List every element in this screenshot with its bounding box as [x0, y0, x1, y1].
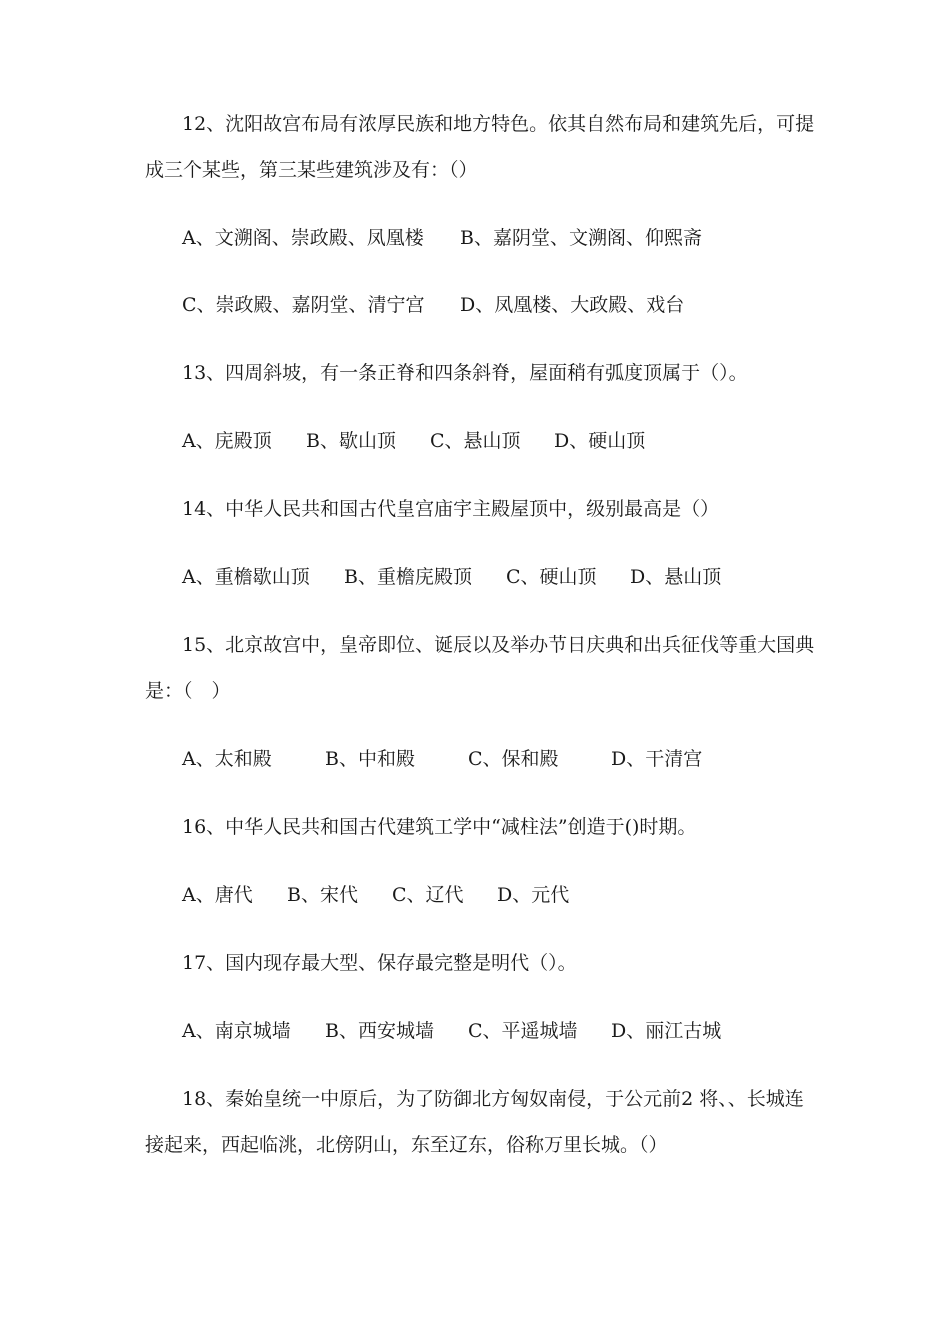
question-17-option-b: B、西安城墙 [325, 1020, 434, 1042]
question-16-option-b: B、宋代 [287, 884, 358, 906]
question-12-option-a: A、文溯阁、崇政殿、凤凰楼 [182, 227, 424, 249]
question-17-option-d: D、丽江古城 [611, 1020, 722, 1042]
question-16-option-d: D、元代 [497, 884, 570, 906]
question-12-option-b: B、嘉阴堂、文溯阁、仰熙斋 [460, 227, 702, 249]
question-13-option-c: C、悬山顶 [430, 430, 521, 452]
question-14-option-b: B、重檐庑殿顶 [344, 566, 472, 588]
question-15-stem-line-2: 是：（ ） [145, 680, 231, 702]
question-17-option-c: C、平遥城墙 [468, 1020, 578, 1042]
question-14-option-a: A、重檐歇山顶 [182, 566, 310, 588]
question-12-option-c: C、崇政殿、嘉阴堂、清宁宫 [182, 294, 425, 316]
question-14-option-d: D、悬山顶 [630, 566, 722, 588]
question-15-option-d: D、干清宫 [611, 748, 703, 770]
question-15-option-c: C、保和殿 [468, 748, 559, 770]
question-15-stem-line-1: 15、北京故宫中，皇帝即位、诞辰以及举办节日庆典和出兵征伐等重大国典 [182, 634, 815, 656]
question-13-stem-line-1: 13、四周斜坡，有一条正脊和四条斜脊，屋面稍有弧度顶属于（）。 [182, 362, 748, 384]
question-17-stem-line-1: 17、国内现存最大型、保存最完整是明代（）。 [182, 952, 577, 974]
question-12-stem-line-1: 12、沈阳故宫布局有浓厚民族和地方特色。依其自然布局和建筑先后，可提 [182, 113, 815, 135]
question-13-option-d: D、硬山顶 [554, 430, 646, 452]
question-12-option-d: D、凤凰楼、大政殿、戏台 [460, 294, 685, 316]
question-16-option-c: C、辽代 [392, 884, 464, 906]
question-12-stem-line-2: 成三个某些，第三某些建筑涉及有：（） [145, 159, 478, 181]
question-18-stem-line-2: 接起来，西起临洮，北傍阴山，东至辽东，俗称万里长城。（） [145, 1134, 668, 1156]
question-14-stem-line-1: 14、中华人民共和国古代皇宫庙宇主殿屋顶中，级别最高是（） [182, 498, 720, 520]
question-13-option-a: A、庑殿顶 [182, 430, 272, 452]
question-17-option-a: A、南京城墙 [182, 1020, 291, 1042]
question-13-option-b: B、歇山顶 [306, 430, 396, 452]
question-15-option-a: A、太和殿 [182, 748, 272, 770]
question-16-option-a: A、唐代 [182, 884, 253, 906]
question-15-option-b: B、中和殿 [325, 748, 415, 770]
question-18-stem-line-1: 18、秦始皇统一中原后，为了防御北方匈奴南侵，于公元前2 将、、长城连 [182, 1088, 804, 1110]
question-16-stem-line-1: 16、中华人民共和国古代建筑工学中“减柱法”创造于()时期。 [182, 816, 697, 838]
question-14-option-c: C、硬山顶 [506, 566, 597, 588]
